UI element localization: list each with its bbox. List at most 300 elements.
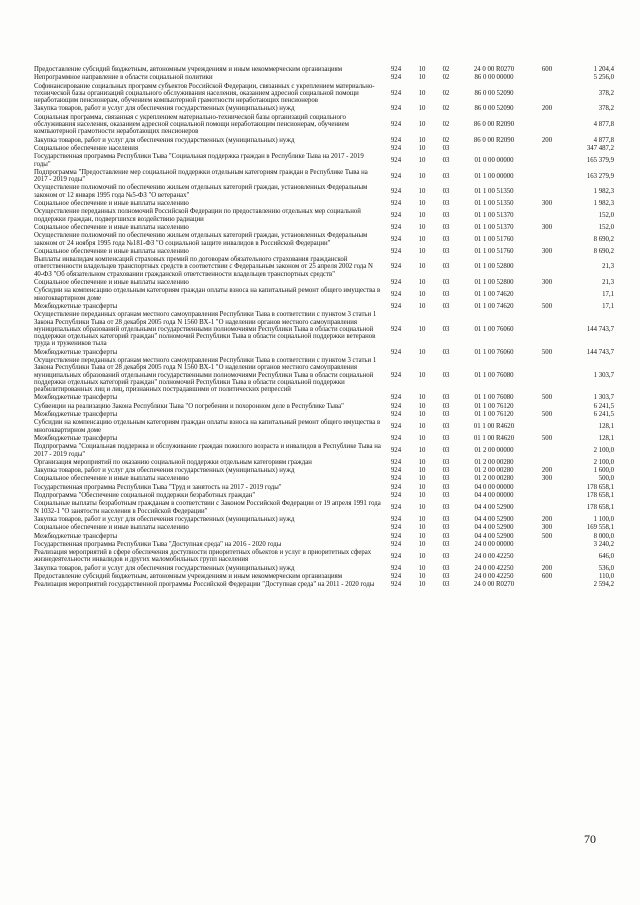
table-row	[34, 573, 614, 580]
subsection-code-cell: 02	[442, 66, 450, 73]
expense-type-cell	[534, 311, 560, 347]
dept-code-cell: 924	[390, 211, 402, 219]
item-name-cell: Организация мероприятий по оказанию социальной поддержки отдельным категориям граждан	[34, 458, 312, 466]
section-code-cell: 10	[418, 434, 426, 442]
subsection-code-cell: 03	[442, 467, 450, 475]
dept-code-cell: 924	[390, 411, 402, 419]
subsection-code-cell: 03	[442, 211, 450, 219]
target-article-cell: 01 1 00 51760	[474, 235, 514, 243]
expense-type-cell	[534, 484, 560, 491]
item-name-cell: Межбюджетные трансферты	[34, 532, 118, 540]
dept-code-cell: 924	[390, 552, 402, 560]
subsection-code-cell: 03	[442, 144, 450, 152]
section-code-cell: 10	[418, 348, 426, 356]
dept-code-cell: 924	[390, 89, 402, 97]
target-article-cell: 86 0 00 R2090	[473, 136, 515, 144]
table-row	[34, 549, 614, 564]
target-article-cell: 01 1 00 R4620	[473, 423, 515, 430]
table-row	[34, 516, 614, 523]
section-code-cell: 10	[418, 89, 426, 97]
target-article-cell: 01 1 00 52800	[474, 263, 514, 271]
subsection-code-cell: 03	[442, 263, 450, 271]
amount-cell: 144 743,7	[586, 325, 614, 333]
item-name-cell: Государственная программа Республики Тыва "Труд и занятость на 2017 - 2019 годы"	[34, 483, 282, 491]
subsection-code-cell: 03	[442, 279, 450, 287]
item-name-cell: Социальное обеспечение и иные выплаты населению	[34, 223, 189, 231]
table-row	[34, 287, 614, 302]
expense-type-cell	[534, 500, 560, 515]
amount-cell: 1 303,7	[593, 394, 614, 402]
item-name-cell: Межбюджетные трансферты	[34, 411, 118, 419]
section-code-cell: 10	[418, 263, 426, 271]
target-article-cell: 24 0 00 42250	[474, 564, 514, 572]
table-row	[34, 200, 614, 207]
item-name-cell: Закупка товаров, работ и услуг для обеспечения государственных (муниципальных) нужд	[34, 105, 295, 113]
item-name-cell: Выплаты инвалидам компенсаций страховых премий по договорам обязательного страхования гражданской ответственности владельцев транспортных средств в соответствии с Федеральным законом от 25 апреля 2002 года N 40-ФЗ "Об обязательном страховании гражданской ответственности владельцев транспортных средств"	[34, 256, 373, 278]
expense-type-cell: 300	[541, 279, 553, 287]
section-code-cell: 10	[418, 573, 426, 580]
item-name-cell: Межбюджетные трансферты	[34, 302, 118, 310]
section-code-cell: 10	[418, 515, 426, 523]
subsection-code-cell: 03	[442, 411, 450, 419]
amount-cell: 536,0	[598, 564, 614, 572]
table-row	[34, 411, 614, 418]
amount-cell: 178 658,1	[586, 492, 614, 500]
subsection-code-cell: 03	[442, 581, 450, 589]
subsection-code-cell: 02	[442, 89, 450, 97]
subsection-code-cell: 02	[442, 136, 450, 144]
amount-cell: 169 558,1	[586, 524, 614, 532]
table-row	[34, 248, 614, 255]
amount-cell: 3 240,2	[593, 540, 614, 548]
subsection-code-cell: 03	[442, 402, 450, 410]
page-number: 70	[584, 832, 596, 846]
section-code-cell: 10	[418, 235, 426, 243]
expense-type-cell: 300	[541, 475, 553, 483]
amount-cell: 1 982,3	[593, 188, 614, 196]
target-article-cell: 86 0 00 52090	[474, 105, 514, 113]
subsection-code-cell: 03	[442, 423, 450, 430]
subsection-code-cell: 02	[442, 121, 450, 129]
subsection-code-cell: 03	[442, 532, 450, 540]
expense-type-cell: 600	[541, 573, 553, 580]
dept-code-cell: 924	[390, 290, 402, 298]
table-row	[34, 303, 614, 310]
dept-code-cell: 924	[390, 188, 402, 196]
amount-cell: 144 743,7	[586, 348, 614, 356]
target-article-cell: 86 0 00 52090	[474, 89, 514, 97]
dept-code-cell: 924	[390, 200, 402, 208]
expense-type-cell	[534, 541, 560, 548]
table-row	[34, 475, 614, 482]
target-article-cell: 04 0 00 00000	[474, 483, 514, 491]
section-code-cell: 10	[418, 524, 426, 532]
target-article-cell: 24 0 00 00000	[474, 540, 514, 548]
target-article-cell: 86 0 00 R2090	[473, 121, 515, 129]
target-article-cell: 01 1 00 76060	[474, 325, 514, 333]
target-article-cell: 01 1 00 76120	[474, 402, 514, 410]
amount-cell: 8 000,0	[593, 532, 614, 540]
expense-type-cell	[534, 74, 560, 81]
item-name-cell: Социальное обеспечение населения	[34, 144, 139, 152]
dept-code-cell: 924	[390, 136, 402, 144]
item-name-cell: Межбюджетные трансферты	[34, 434, 118, 442]
expense-type-cell: 500	[541, 302, 553, 310]
dept-code-cell: 924	[390, 434, 402, 442]
expense-type-cell: 500	[541, 411, 553, 419]
expense-type-cell	[534, 169, 560, 184]
amount-cell: 5 256,0	[593, 74, 614, 82]
expense-type-cell	[534, 403, 560, 410]
item-name-cell: Закупка товаров, работ и услуг для обеспечения государственных (муниципальных) нужд	[34, 564, 295, 572]
section-code-cell: 10	[418, 200, 426, 208]
section-code-cell: 10	[418, 136, 426, 144]
expense-type-cell	[534, 581, 560, 588]
expense-type-cell: 300	[541, 524, 553, 532]
table-row	[34, 169, 614, 184]
subsection-code-cell: 03	[442, 290, 450, 298]
table-row	[34, 349, 614, 356]
dept-code-cell: 924	[390, 532, 402, 540]
section-code-cell: 10	[418, 552, 426, 560]
section-code-cell: 10	[418, 74, 426, 82]
item-name-cell: Субвенции на реализацию Закона Республики Тыва "О погребении и похоронном деле в Республике Тыва"	[34, 402, 344, 410]
subsection-code-cell: 03	[442, 524, 450, 532]
amount-cell: 8 690,2	[593, 247, 614, 255]
dept-code-cell: 924	[390, 475, 402, 483]
section-code-cell: 10	[418, 540, 426, 548]
section-code-cell: 10	[418, 564, 426, 572]
dept-code-cell: 924	[390, 156, 402, 164]
amount-cell: 1 600,0	[593, 467, 614, 475]
subsection-code-cell: 03	[442, 156, 450, 164]
section-code-cell: 10	[418, 394, 426, 402]
amount-cell: 178 658,1	[586, 503, 614, 511]
amount-cell: 163 279,9	[586, 172, 614, 180]
item-name-cell: Межбюджетные трансферты	[34, 348, 118, 356]
table-row	[34, 83, 614, 105]
section-code-cell: 10	[418, 247, 426, 255]
dept-code-cell: 924	[390, 302, 402, 310]
amount-cell: 17,1	[602, 290, 614, 298]
section-code-cell: 10	[418, 492, 426, 500]
section-code-cell: 10	[418, 411, 426, 419]
table-row	[34, 419, 614, 434]
expense-type-cell	[534, 145, 560, 152]
dept-code-cell: 924	[390, 235, 402, 243]
dept-code-cell: 924	[390, 446, 402, 454]
item-name-cell: Субсидии на компенсацию отдельным категориям граждан оплаты взноса на капитальный ремонт общего имущества в многоквартирном доме	[34, 419, 381, 434]
item-name-cell: Осуществление переданных органам местного самоуправления Республики Тыва в соответствии с пунктом 3 статьи 1 Закона Республики Тыва от 28 декабря 2005 года N 1560 ВХ-1 "О наделении органов местного самоуправления муниципальных образований отдельными государственными полномочиями Республики Тыва в области социальной поддержки отдельных категорий граждан" полномочий Республики Тыва в области социальной поддержки ветеранов труда и тружеников тыла	[34, 311, 377, 348]
amount-cell: 1 204,4	[593, 66, 614, 73]
section-code-cell: 10	[418, 325, 426, 333]
item-name-cell: Предоставление субсидий бюджетным, автономным учреждениям и иным некоммерческим организациям	[34, 66, 343, 73]
dept-code-cell: 924	[390, 483, 402, 491]
item-name-cell: Непрограммное направление в области социальной политики	[34, 74, 213, 82]
target-article-cell: 01 2 00 00000	[474, 446, 514, 454]
target-article-cell: 04 4 00 00000	[474, 492, 514, 500]
table-row	[34, 459, 614, 466]
subsection-code-cell: 03	[442, 371, 450, 379]
target-article-cell: 24 0 00 42250	[474, 552, 514, 560]
section-code-cell: 10	[418, 581, 426, 589]
table-row	[34, 208, 614, 223]
subsection-code-cell: 03	[442, 446, 450, 454]
amount-cell: 2 100,0	[593, 446, 614, 454]
section-code-cell: 10	[418, 279, 426, 287]
dept-code-cell: 924	[390, 144, 402, 152]
amount-cell: 165 379,9	[586, 156, 614, 164]
subsection-code-cell: 03	[442, 573, 450, 580]
dept-code-cell: 924	[390, 74, 402, 82]
target-article-cell: 01 1 00 51350	[474, 200, 514, 208]
amount-cell: 128,1	[598, 434, 614, 442]
expense-type-cell	[534, 256, 560, 278]
budget-table	[34, 66, 614, 590]
amount-cell: 6 241,5	[593, 411, 614, 419]
table-row	[34, 66, 614, 73]
section-code-cell: 10	[418, 188, 426, 196]
table-row	[34, 581, 614, 588]
item-name-cell: Подпрограмма "Обеспечение социальной поддержки безработных граждан"	[34, 492, 256, 500]
section-code-cell: 10	[418, 144, 426, 152]
section-code-cell: 10	[418, 475, 426, 483]
dept-code-cell: 924	[390, 223, 402, 231]
expense-type-cell	[534, 549, 560, 564]
item-name-cell: Софинансирование социальных программ субъектов Российской Федерации, связанных с укреплением материально-технической базы организаций социального обслуживания населения, оказанием адресной социальной помощи неработающим пенсионерам, обучением компьютерной грамотности неработающих пенсионеров	[34, 82, 375, 105]
section-code-cell: 10	[418, 371, 426, 379]
expense-type-cell	[534, 492, 560, 499]
target-article-cell: 01 0 00 00000	[474, 156, 514, 164]
amount-cell: 17,1	[602, 302, 614, 310]
target-article-cell: 01 1 00 52800	[474, 279, 514, 287]
dept-code-cell: 924	[390, 279, 402, 287]
amount-cell: 1 982,3	[593, 200, 614, 208]
table-row	[34, 467, 614, 474]
section-code-cell: 10	[418, 290, 426, 298]
item-name-cell: Осуществление полномочий по обеспечению жильем отдельных категорий граждан, установленных Федеральным законом от 24 ноября 1995 года №181-ФЗ "О социальной защите инвалидов в Российской Федерации"	[34, 232, 368, 247]
subsection-code-cell: 03	[442, 302, 450, 310]
subsection-code-cell: 03	[442, 540, 450, 548]
subsection-code-cell: 03	[442, 223, 450, 231]
item-name-cell: Социальная программа, связанная с укреплением материально-технической базы организаций социального обслуживания населения, оказанием адресной социальной помощи неработающим пенсионерам, обучением компьютерной грамотности неработающих пенсионеров	[34, 113, 349, 136]
item-name-cell: Социальное обеспечение и иные выплаты населению	[34, 279, 189, 287]
expense-type-cell	[534, 287, 560, 302]
expense-type-cell: 300	[541, 247, 553, 255]
table-row	[34, 484, 614, 491]
item-name-cell: Реализация мероприятий государственной программы Российской Федерации "Доступная среда" на 2011 - 2020 годы	[34, 581, 375, 589]
item-name-cell: Государственная программа Республики Тыва "Доступная среда" на 2016 - 2020 годы	[34, 540, 282, 548]
dept-code-cell: 924	[390, 564, 402, 572]
subsection-code-cell: 02	[442, 74, 450, 82]
dept-code-cell: 924	[390, 371, 402, 379]
target-article-cell: 01 1 00 76120	[474, 411, 514, 419]
section-code-cell: 10	[418, 446, 426, 454]
section-code-cell: 10	[418, 66, 426, 73]
item-name-cell: Социальное обеспечение и иные выплаты населению	[34, 524, 189, 532]
subsection-code-cell: 03	[442, 200, 450, 208]
table-row	[34, 105, 614, 112]
amount-cell: 21,3	[602, 263, 614, 271]
section-code-cell: 10	[418, 423, 426, 430]
dept-code-cell: 924	[390, 423, 402, 430]
section-code-cell: 10	[418, 532, 426, 540]
subsection-code-cell: 03	[442, 515, 450, 523]
target-article-cell: 04 4 00 52900	[474, 515, 514, 523]
amount-cell: 347 487,2	[586, 144, 614, 152]
table-row	[34, 565, 614, 572]
section-code-cell: 10	[418, 211, 426, 219]
subsection-code-cell: 03	[442, 394, 450, 402]
table-row	[34, 153, 614, 168]
item-name-cell: Социальное обеспечение и иные выплаты населению	[34, 200, 189, 208]
expense-type-cell: 300	[541, 223, 553, 231]
target-article-cell: 01 1 00 00000	[474, 172, 514, 180]
amount-cell: 4 877,8	[593, 136, 614, 144]
target-article-cell: 01 1 00 R4620	[473, 434, 515, 442]
amount-cell: 500,0	[598, 475, 614, 483]
item-name-cell: Субсидии на компенсацию отдельным категориям граждан оплаты взноса на капитальный ремонт общего имущества в многоквартирном доме	[34, 287, 381, 302]
table-row	[34, 357, 614, 393]
table-row	[34, 74, 614, 81]
dept-code-cell: 924	[390, 458, 402, 466]
target-article-cell	[462, 145, 526, 152]
dept-code-cell: 924	[390, 467, 402, 475]
dept-code-cell: 924	[390, 394, 402, 402]
amount-cell: 8 690,2	[593, 235, 614, 243]
expense-type-cell: 200	[541, 105, 553, 113]
amount-cell: 378,2	[598, 89, 614, 97]
amount-cell: 646,0	[598, 552, 614, 560]
section-code-cell: 10	[418, 467, 426, 475]
table-row	[34, 137, 614, 144]
section-code-cell: 10	[418, 172, 426, 180]
amount-cell: 152,0	[598, 223, 614, 231]
target-article-cell: 04 4 00 52900	[474, 532, 514, 540]
subsection-code-cell: 03	[442, 325, 450, 333]
target-article-cell: 01 1 00 51350	[474, 188, 514, 196]
expense-type-cell: 300	[541, 200, 553, 208]
dept-code-cell: 924	[390, 325, 402, 333]
dept-code-cell: 924	[390, 402, 402, 410]
target-article-cell: 24 0 00 R0270	[473, 66, 515, 73]
subsection-code-cell: 02	[442, 105, 450, 113]
subsection-code-cell: 03	[442, 564, 450, 572]
subsection-code-cell: 03	[442, 235, 450, 243]
table-row	[34, 184, 614, 199]
table-row	[34, 256, 614, 278]
subsection-code-cell: 03	[442, 172, 450, 180]
subsection-code-cell: 03	[442, 492, 450, 500]
section-code-cell: 10	[418, 105, 426, 113]
item-name-cell: Осуществление переданных органам местного самоуправления Республики Тыва в соответствии с пунктом 3 статьи 1 Закона Республики Тыва от 28 декабря 2005 года N 1560 ВХ-1 "О наделении органов местного самоуправления муниципальных образований отдельными государственными полномочиями Республики Тыва в области социальной поддержки отдельных категорий граждан" полномочий Республики Тыва в области социальной поддержки реабилитированных лиц и лиц, признанных пострадавшими от политических репрессий	[34, 356, 377, 394]
target-article-cell: 01 1 00 76060	[474, 348, 514, 356]
dept-code-cell: 924	[390, 263, 402, 271]
subsection-code-cell: 03	[442, 348, 450, 356]
target-article-cell: 01 1 00 51370	[474, 211, 514, 219]
subsection-code-cell: 03	[442, 434, 450, 442]
item-name-cell: Социальное обеспечение и иные выплаты населению	[34, 247, 189, 255]
expense-type-cell: 500	[541, 532, 553, 540]
item-name-cell: Осуществление полномочий по обеспечению жильем отдельных категорий граждан, установленных Федеральным законом от 12 января 1995 года №5-ФЗ "О ветеранах"	[34, 184, 368, 199]
item-name-cell: Закупка товаров, работ и услуг для обеспечения государственных (муниципальных) нужд	[34, 467, 295, 475]
expense-type-cell	[534, 232, 560, 247]
target-article-cell: 01 1 00 74620	[474, 290, 514, 298]
table-row	[34, 394, 614, 401]
target-article-cell: 04 4 00 52900	[474, 503, 514, 511]
section-code-cell: 10	[418, 223, 426, 231]
target-article-cell: 01 1 00 76080	[474, 371, 514, 379]
item-name-cell: Социальные выплаты безработным гражданам в соответствии с Законом Российской Федерации от 19 апреля 1991 года N 1032-1 "О занятости населения в Российской Федерации"	[34, 500, 381, 515]
target-article-cell: 01 1 00 51370	[474, 223, 514, 231]
dept-code-cell: 924	[390, 105, 402, 113]
target-article-cell: 01 2 00 00280	[474, 458, 514, 466]
table-row	[34, 500, 614, 515]
expense-type-cell: 200	[541, 467, 553, 475]
item-name-cell: Осуществление переданных полномочий Российской Федерации по предоставлению отдельных мер социальной поддержки граждан, подвергшихся воздействию радиации	[34, 208, 361, 223]
target-article-cell: 01 1 00 76080	[474, 394, 514, 402]
item-name-cell: Межбюджетные трансферты	[34, 394, 118, 402]
dept-code-cell: 924	[390, 524, 402, 532]
section-code-cell: 10	[418, 302, 426, 310]
dept-code-cell: 924	[390, 492, 402, 500]
dept-code-cell: 924	[390, 503, 402, 511]
expense-type-cell: 600	[541, 66, 553, 73]
expense-type-cell	[534, 83, 560, 105]
subsection-code-cell: 03	[442, 247, 450, 255]
expense-type-cell	[534, 208, 560, 223]
target-article-cell: 24 0 00 R0270	[473, 581, 515, 589]
table-row	[34, 145, 614, 152]
dept-code-cell: 924	[390, 540, 402, 548]
amount-cell: 21,3	[602, 279, 614, 287]
target-article-cell: 86 0 00 00000	[474, 74, 514, 82]
amount-cell: 1 303,7	[593, 371, 614, 379]
subsection-code-cell: 03	[442, 475, 450, 483]
target-article-cell: 01 1 00 51760	[474, 247, 514, 255]
expense-type-cell: 500	[541, 348, 553, 356]
amount-cell: 110,0	[598, 573, 614, 580]
expense-type-cell	[534, 153, 560, 168]
item-name-cell: Реализация мероприятий в сфере обеспечения доступности приоритетных объектов и услуг в приоритетных сферах жизнедеятельности инвалидов и других маломобильных групп населения	[34, 549, 372, 564]
table-row	[34, 533, 614, 540]
dept-code-cell: 924	[390, 573, 402, 580]
target-article-cell: 01 2 00 00280	[474, 475, 514, 483]
dept-code-cell: 924	[390, 348, 402, 356]
subsection-code-cell: 03	[442, 503, 450, 511]
table-row	[34, 541, 614, 548]
subsection-code-cell: 03	[442, 188, 450, 196]
target-article-cell: 24 0 00 42250	[474, 573, 514, 580]
amount-cell: 2 594,2	[593, 581, 614, 589]
table-row	[34, 443, 614, 458]
section-code-cell: 10	[418, 483, 426, 491]
amount-cell: 1 100,0	[593, 515, 614, 523]
item-name-cell: Закупка товаров, работ и услуг для обеспечения государственных (муниципальных) нужд	[34, 136, 295, 144]
expense-type-cell	[534, 459, 560, 466]
amount-cell: 178 658,1	[586, 483, 614, 491]
table-row	[34, 224, 614, 231]
section-code-cell: 10	[418, 402, 426, 410]
item-name-cell: Социальное обеспечение и иные выплаты населению	[34, 475, 189, 483]
dept-code-cell: 924	[390, 515, 402, 523]
expense-type-cell: 200	[541, 515, 553, 523]
target-article-cell: 01 2 00 00280	[474, 467, 514, 475]
expense-type-cell	[534, 114, 560, 136]
table-row	[34, 232, 614, 247]
expense-type-cell	[534, 419, 560, 434]
amount-cell: 2 100,0	[593, 458, 614, 466]
